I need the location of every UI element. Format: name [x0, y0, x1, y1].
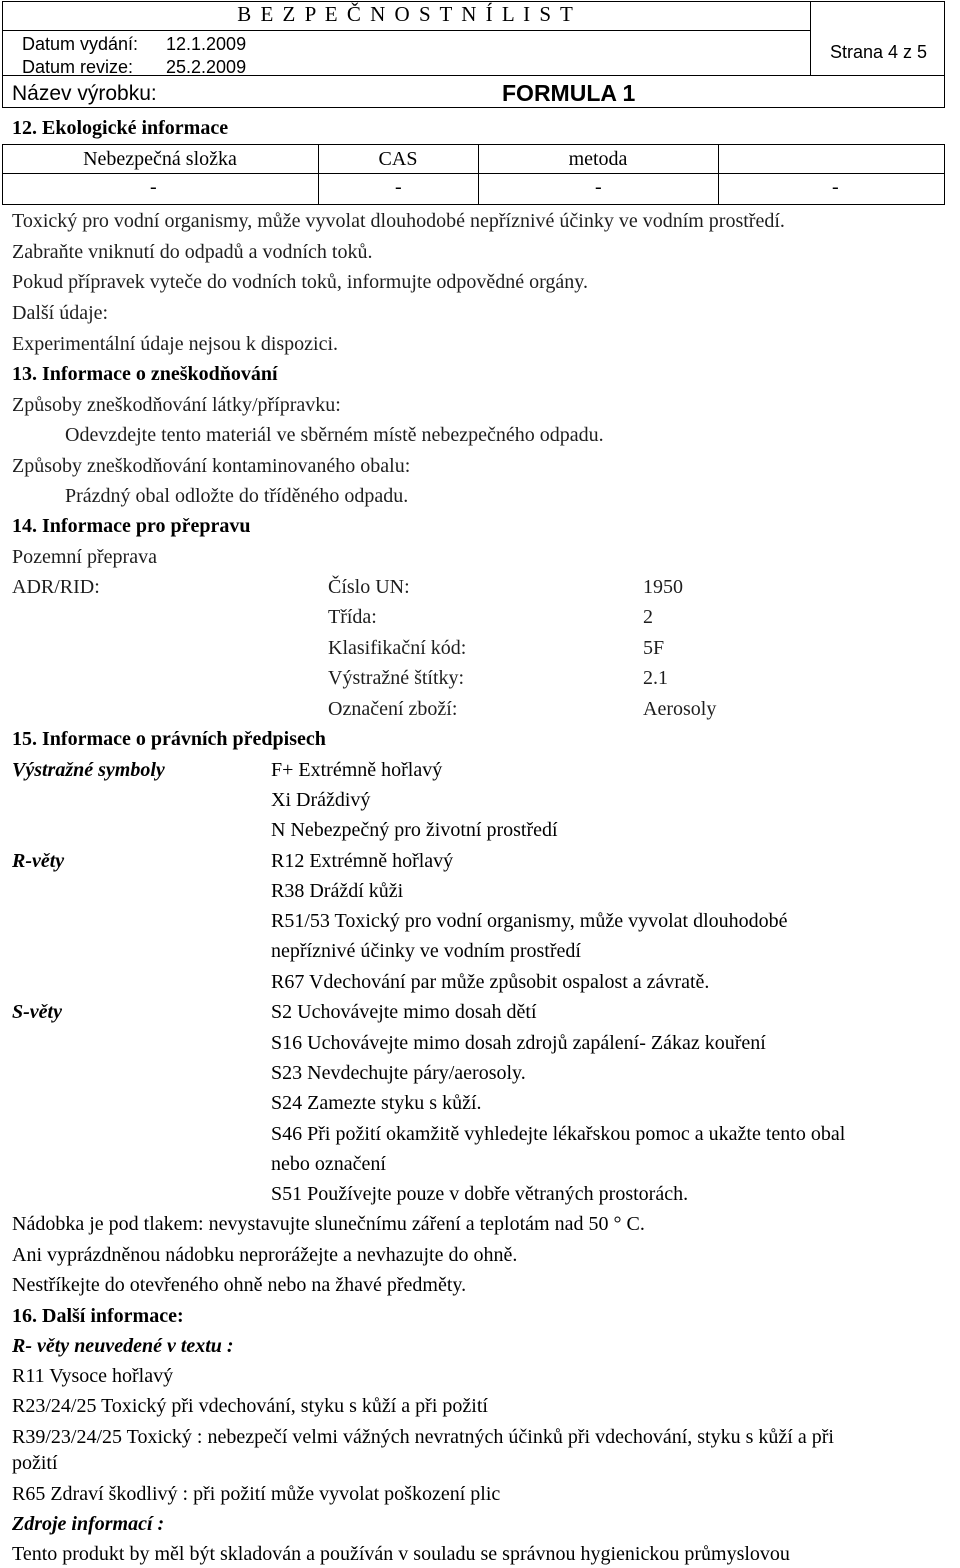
revised-value: 25.2.2009 [166, 57, 247, 77]
adr-label: ADR/RID: [12, 576, 100, 598]
transport-row-label: Třída: [328, 606, 377, 628]
info-line: R11 Vysoce hořlavý [12, 1365, 174, 1387]
sources-line: Tento produkt by měl být skladován a používán v souladu se správnou hygienickou průmyslovou [12, 1543, 790, 1565]
table-col-line [718, 144, 719, 204]
section-13-heading: 13. Informace o zneškodňování [12, 363, 278, 385]
eco-line: Další údaje: [12, 302, 109, 324]
symbol-line: N Nebezpečný pro životní prostředí [271, 819, 558, 841]
note-line: Nestříkejte do otevřeného ohně nebo na žhavé předměty. [12, 1274, 467, 1296]
header-divider [2, 75, 945, 76]
transport-row-label: Označení zboží: [328, 698, 458, 720]
note-line: Nádobka je pod tlakem: nevystavujte slunečnímu záření a teplotám nad 50 ° C. [12, 1213, 645, 1235]
note-line: Ani vyprázdněnou nádobku neprorážejte a nevhazujte do ohně. [12, 1244, 518, 1266]
s-phrase: S46 Při požití okamžitě vyhledejte lékařskou pomoc a ukažte tento obal [271, 1123, 846, 1145]
table-cell: - [395, 176, 402, 198]
info-line: R39/23/24/25 Toxický : nebezpečí velmi vážných nevratných účinků při vdechování, styku s kůží a při [12, 1426, 834, 1448]
s-phrase: S24 Zamezte styku s kůží. [271, 1092, 482, 1114]
document-title: B E Z P E Č N O S T N Í L I S T [237, 2, 575, 26]
transport-row-label: Klasifikační kód: [328, 637, 467, 659]
section-12-heading: 12. Ekologické informace [12, 117, 229, 139]
s-phrase: S51 Používejte pouze v dobře větraných prostorách. [271, 1183, 689, 1205]
unlisted-r-label: R- věty neuvedené v textu : [12, 1335, 234, 1357]
disposal-text: Odevzdejte tento materiál ve sběrném místě nebezpečného odpadu. [65, 424, 604, 446]
transport-row-value: 1950 [643, 576, 683, 598]
table-header-method: metoda [568, 148, 628, 170]
table-header-cas: CAS [378, 148, 418, 170]
table-mid-line [2, 173, 945, 174]
issued-value: 12.1.2009 [166, 34, 247, 54]
info-line: požití [12, 1452, 58, 1474]
info-line: R23/24/25 Toxický při vdechování, styku s kůží a při požití [12, 1395, 488, 1417]
transport-row-label: Výstražné štítky: [328, 667, 465, 689]
s-phrase: S16 Uchovávejte mimo dosah zdrojů zapálení- Zákaz kouření [271, 1032, 766, 1054]
transport-row-value: Aerosoly [643, 698, 717, 720]
table-top-line [2, 144, 945, 145]
section-16-heading: 16. Další informace: [12, 1305, 184, 1327]
transport-row-value: 2.1 [643, 667, 668, 689]
r-phrase: nepříznivé účinky ve vodním prostředí [271, 940, 581, 962]
s-phrase: S23 Nevdechujte páry/aerosoly. [271, 1062, 526, 1084]
info-line: R65 Zdraví škodlivý : při požití může vyvolat poškození plic [12, 1483, 501, 1505]
packaging-text: Prázdný obal odložte do tříděného odpadu. [65, 485, 409, 507]
section-14-heading: 14. Informace pro přepravu [12, 515, 251, 537]
header-page-divider [810, 1, 811, 76]
header-title-divider [2, 30, 810, 31]
packaging-label: Způsoby zneškodňování kontaminovaného obalu: [12, 455, 411, 477]
eco-line: Toxický pro vodní organismy, může vyvolat dlouhodobé nepříznivé účinky ve vodním prostředí. [12, 210, 785, 232]
issued-label: Datum vydání: [22, 34, 139, 54]
disposal-label: Způsoby zneškodňování látky/přípravku: [12, 394, 341, 416]
eco-line: Zabraňte vniknutí do odpadů a vodních toků. [12, 241, 373, 263]
transport-subheading: Pozemní přeprava [12, 546, 157, 568]
table-cell: - [150, 176, 157, 198]
s-phrase: nebo označení [271, 1153, 386, 1175]
symbol-line: F+ Extrémně hořlavý [271, 759, 443, 781]
symbol-line: Xi Dráždivý [271, 789, 371, 811]
table-cell: - [832, 176, 839, 198]
r-phrase: R38 Dráždí kůži [271, 880, 404, 902]
eco-line: Experimentální údaje nejsou k dispozici. [12, 333, 339, 355]
transport-row-value: 5F [643, 637, 665, 659]
table-bottom-line [2, 204, 945, 205]
revised-label: Datum revize: [22, 57, 134, 77]
table-cell: - [595, 176, 602, 198]
product-name: FORMULA 1 [502, 80, 636, 106]
product-label: Název výrobku: [12, 82, 157, 105]
sources-label: Zdroje informací : [12, 1513, 165, 1535]
s-phrase: S2 Uchovávejte mimo dosah dětí [271, 1001, 537, 1023]
table-col-line [944, 144, 945, 204]
r-phrase: R67 Vdechování par může způsobit ospalost a závratě. [271, 971, 710, 993]
eco-line: Pokud přípravek vyteče do vodních toků, informujte odpovědné orgány. [12, 271, 588, 293]
transport-row-label: Číslo UN: [328, 576, 410, 598]
r-phrases-label: R-věty [12, 850, 65, 872]
transport-row-value: 2 [643, 606, 653, 628]
table-header-component: Nebezpečná složka [83, 148, 237, 170]
r-phrase: R51/53 Toxický pro vodní organismy, může vyvolat dlouhodobé [271, 910, 788, 932]
symbols-label: Výstražné symboly [12, 759, 165, 781]
section-15-heading: 15. Informace o právních předpisech [12, 728, 326, 750]
r-phrase: R12 Extrémně hořlavý [271, 850, 454, 872]
page-number: Strana 4 z 5 [830, 42, 928, 62]
s-phrases-label: S-věty [12, 1001, 62, 1023]
